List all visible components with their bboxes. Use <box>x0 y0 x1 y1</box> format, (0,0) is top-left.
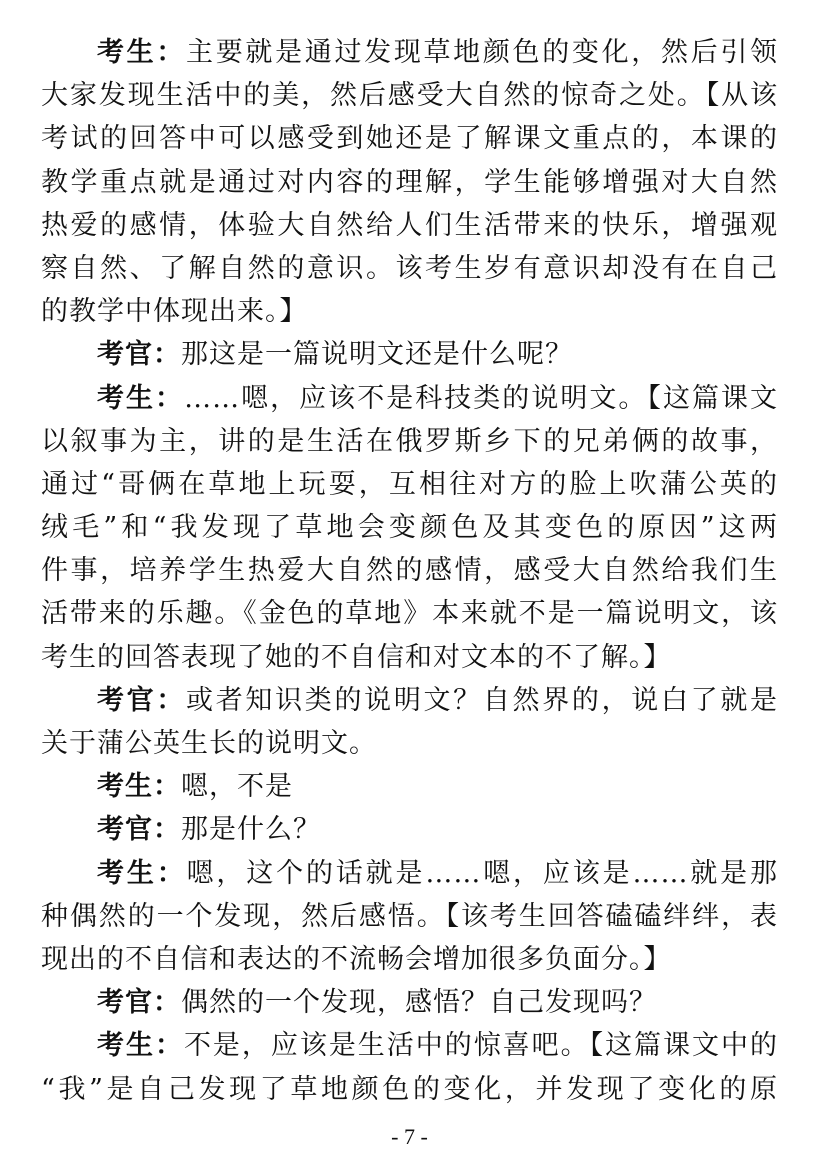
text-line <box>41 31 778 74</box>
speaker-label: 考官： <box>97 339 181 371</box>
text-line <box>41 938 778 981</box>
text-line <box>41 808 778 851</box>
line-text: 以叙事为主，讲的是生活在俄罗斯乡下的兄弟俩的故事， <box>41 425 778 457</box>
line-text: 现出的不自信和表达的不流畅会增加很多负面分。】 <box>41 943 672 975</box>
line-text: 或者知识类的说明文？自然界的，说白了就是 <box>186 684 779 716</box>
text-line <box>41 117 778 160</box>
line-text: 嗯，这个的话就是……嗯，应该是……就是那 <box>186 857 779 889</box>
line-text: 通过“哥俩在草地上玩耍，互相往对方的脸上吹蒲公英的 <box>41 468 778 500</box>
speaker-label: 考生： <box>97 1030 184 1062</box>
text-line <box>41 74 778 117</box>
page-number: - 7 - <box>391 1124 428 1149</box>
line-text: 那是什么？ <box>181 814 321 846</box>
text-line <box>41 981 778 1024</box>
line-text: 活带来的乐趣。《金色的草地》本来就不是一篇说明文，该 <box>41 598 778 630</box>
text-line <box>41 420 778 463</box>
text-line <box>41 852 778 895</box>
line-text: 热爱的感情，体验大自然给人们生活带来的快乐，增强观 <box>41 209 778 241</box>
text-line <box>41 722 778 765</box>
line-text: 主要就是通过发现草地颜色的变化，然后引领 <box>186 37 779 68</box>
line-text: 的教学中体现出来。】 <box>41 296 308 328</box>
line-text: 考生的回答表现了她的不自信和对文本的不了解。】 <box>41 641 672 673</box>
line-text: ……嗯，应该不是科技类的说明文。【这篇课文 <box>184 382 779 414</box>
text-line <box>41 895 778 938</box>
text-line <box>41 592 778 635</box>
text-line <box>41 549 778 592</box>
speaker-label: 考官： <box>97 684 187 716</box>
speaker-label: 考生： <box>97 37 187 68</box>
line-text: 偶然的一个发现，感悟？自己发现吗？ <box>181 987 657 1019</box>
line-text: 关于蒲公英生长的说明文。 <box>41 728 377 759</box>
text-line <box>41 636 778 679</box>
text-line <box>41 161 778 204</box>
text-line <box>41 506 778 549</box>
line-text: 考试的回答中可以感受到她还是了解课文重点的，本课的 <box>41 123 778 155</box>
line-text: 那这是一篇说明文还是什么呢？ <box>181 339 573 371</box>
text-line <box>41 1024 778 1067</box>
text-line <box>41 204 778 247</box>
line-text: 教学重点就是通过对内容的理解，学生能够增强对大自然 <box>41 166 778 198</box>
line-text: 嗯，不是 <box>181 771 293 803</box>
line-text: 不是，应该是生活中的惊喜吧。【这篇课文中的 <box>183 1030 779 1062</box>
text-line <box>41 247 778 290</box>
document-body <box>41 31 778 1111</box>
text-line <box>41 679 778 722</box>
speaker-label: 考生： <box>97 857 187 889</box>
text-line <box>41 765 778 808</box>
line-text: 大家发现生活中的美，然后感受大自然的惊奇之处。【从该 <box>41 80 778 112</box>
line-text: 种偶然的一个发现，然后感悟。【该考生回答磕磕绊绊，表 <box>41 900 778 932</box>
text-line <box>41 1068 778 1111</box>
line-text: “我”是自己发现了草地颜色的变化，并发现了变化的原 <box>41 1073 778 1105</box>
line-text: 察自然、了解自然的意识。该考生岁有意识却没有在自己 <box>41 252 778 284</box>
line-text: 件事，培养学生热爱大自然的感情，感受大自然给我们生 <box>41 555 778 587</box>
speaker-label: 考生： <box>97 771 181 803</box>
speaker-label: 考官： <box>97 987 181 1019</box>
speaker-label: 考生： <box>97 382 185 414</box>
line-text: 绒毛”和“我发现了草地会变颜色及其变色的原因”这两 <box>41 512 778 544</box>
text-line <box>41 377 778 420</box>
speaker-label: 考官： <box>97 814 181 846</box>
text-line <box>41 290 778 333</box>
text-line <box>41 463 778 506</box>
text-line <box>41 333 778 376</box>
